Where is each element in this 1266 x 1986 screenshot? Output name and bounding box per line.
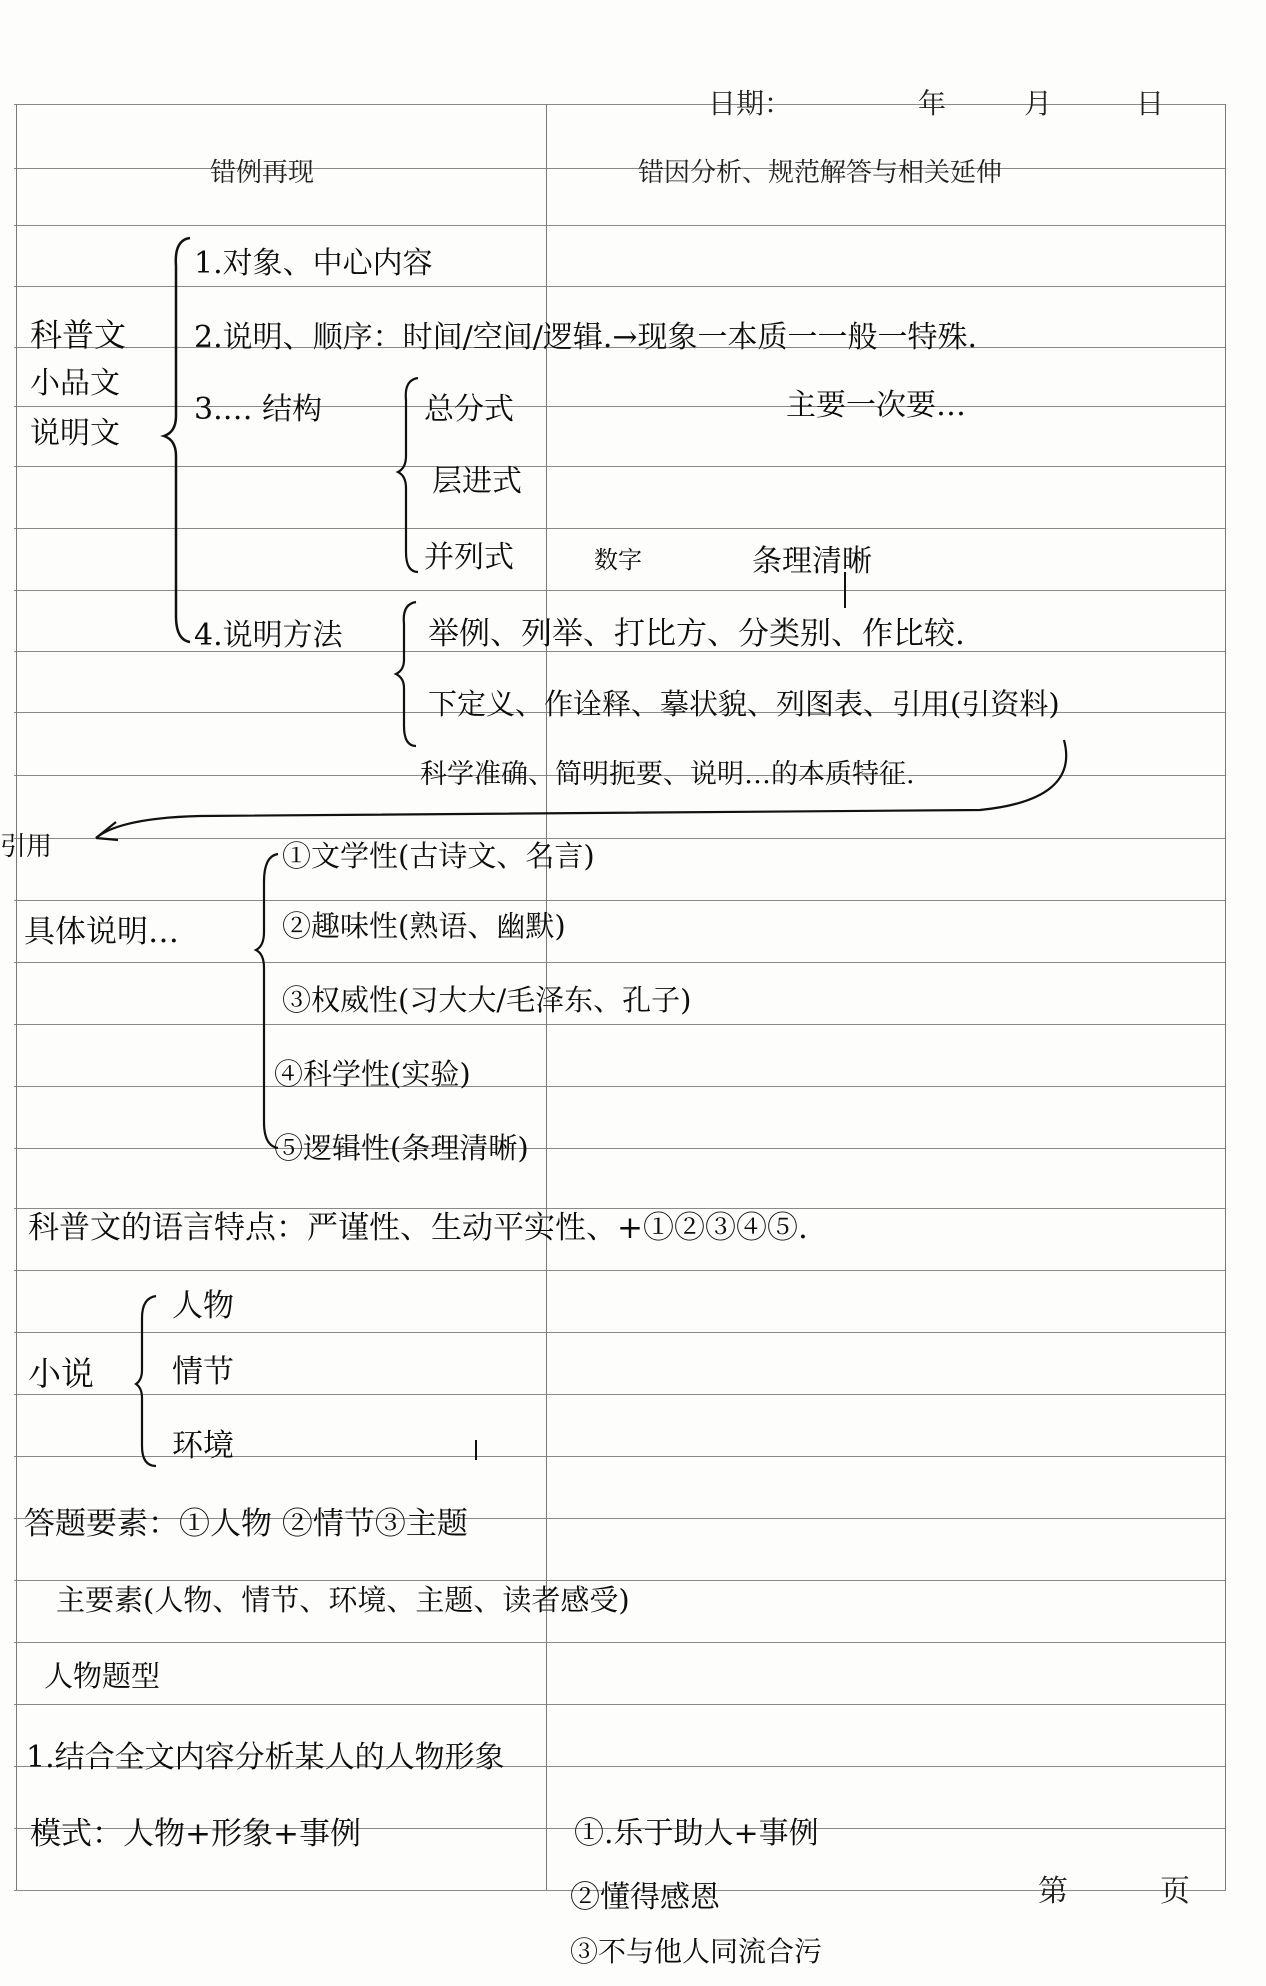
key-elements: 主要素(人物、情节、环境、主题、读者感受): [56, 1583, 630, 1617]
point-1: 1.对象、中心内容: [194, 246, 433, 281]
novel-label: 小说: [28, 1354, 94, 1393]
science-brace: [160, 236, 200, 646]
methods-line-1: 举例、列举、打比方、分类别、作比较.: [428, 616, 965, 652]
question-1: 1.结合全文内容分析某人的人物形象: [26, 1740, 505, 1775]
cite-curve-arrow: [0, 720, 1100, 850]
example-1: ①.乐于助人+事例: [574, 1816, 819, 1851]
point-2-continued: 主要一次要…: [786, 388, 966, 423]
note-arrow: [840, 572, 850, 612]
novel-element-huanjing: 环境: [172, 1428, 234, 1464]
character-question-type: 人物题型: [44, 1659, 161, 1693]
date-day: 日: [1136, 87, 1165, 120]
cite-item-1: ①文学性(古诗文、名言): [282, 839, 595, 873]
cite-arrow-label: 引用: [0, 832, 53, 862]
cite-left-label: 具体说明…: [24, 914, 179, 950]
page-label: 第: [1038, 1874, 1068, 1909]
structure-binglie: 并列式: [424, 540, 514, 575]
example-3: ③不与他人同流合污: [570, 1935, 823, 1968]
note-shuzi: 数字: [594, 546, 642, 574]
genre-shuomingwen: 说明文: [30, 416, 120, 451]
structure-cengjin: 层进式: [432, 464, 522, 499]
methods-line-2: 下定义、作诠释、摹状貌、列图表、引用(引资料): [428, 687, 1060, 721]
structure-brace: [396, 376, 426, 576]
point-4: 4.说明方法: [194, 618, 343, 653]
point-3: 3.… 结构: [194, 392, 323, 427]
genre-kepuwen: 科普文: [30, 316, 127, 354]
point-2: 2.说明、顺序：时间/空间/逻辑.→现象一本质一一般一特殊.: [194, 320, 978, 355]
page-unit: 页: [1160, 1874, 1190, 1909]
cite-item-2: ②趣味性(熟语、幽默): [282, 909, 566, 943]
cite-item-5: ⑤逻辑性(条理清晰): [274, 1131, 529, 1165]
cite-item-3: ③权威性(习大大/毛泽东、孔子): [282, 983, 692, 1017]
cite-item-4: ④科学性(实验): [274, 1057, 471, 1091]
answer-elements: 答题要素：①人物 ②情节③主题: [24, 1506, 468, 1542]
novel-element-qingjie: 情节: [172, 1354, 234, 1390]
column-header-right: 错因分析、规范解答与相关延伸: [638, 158, 1003, 188]
answer-pattern: 模式：人物+形象+事例: [30, 1816, 361, 1852]
note-tiaoli: 条理清晰: [752, 544, 872, 579]
example-2: ②懂得感恩: [570, 1880, 720, 1915]
novel-element-renwu: 人物: [172, 1288, 234, 1324]
genre-xiaopinwen: 小品文: [30, 366, 120, 401]
cite-brace: [254, 852, 284, 1152]
novel-brace: [134, 1294, 160, 1470]
date-month: 月: [1024, 87, 1053, 120]
language-features: 科普文的语言特点：严谨性、生动平实性、+①②③④⑤.: [28, 1210, 808, 1246]
column-header-left: 错例再现: [210, 158, 315, 188]
date-year: 年: [918, 87, 947, 120]
date-label: 日期：: [708, 87, 793, 120]
effect-line: 科学准确、简明扼要、说明…的本质特征.: [420, 759, 915, 790]
structure-zongfen: 总分式: [424, 392, 514, 427]
